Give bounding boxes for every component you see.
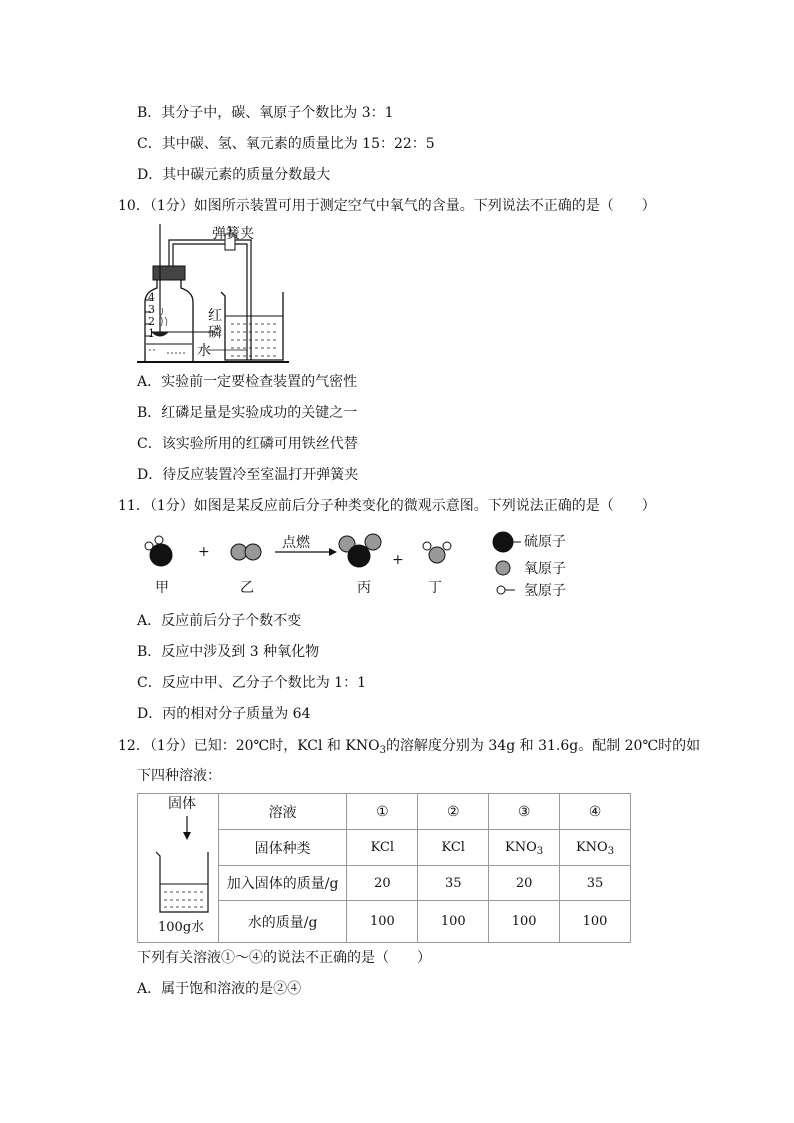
legend-hydrogen-label: 氢原子	[524, 583, 566, 599]
q9-option-d: D．其中碳元素的质量分数最大	[137, 167, 331, 183]
beaker-icon	[152, 814, 212, 914]
scale-mark-3: 3	[148, 303, 155, 316]
q10-option-c: C．该实验所用的红磷可用铁丝代替	[137, 436, 358, 452]
molecule-yi	[231, 544, 261, 560]
beaker-figure-cell	[138, 794, 219, 943]
water-label: 水	[197, 343, 211, 359]
q12-stem-line-1: 12．（1分）已知：20℃时，KCl 和 $KNO_3$的溶解度分别为 34g 和 31.6g。配制 20℃时的如	[118, 738, 701, 756]
kind-2: KCl	[418, 830, 489, 866]
row-header-water: 水的质量/g	[218, 901, 347, 943]
q12-stem-line-2: 下四种溶液：	[137, 768, 221, 784]
molecule-jia	[145, 536, 172, 566]
clip-label: 弹簧夹	[212, 226, 254, 242]
molecule-ding	[423, 542, 451, 563]
water-4: 100	[560, 901, 631, 943]
kind-3: $KNO_3$	[489, 830, 560, 866]
legend-hydrogen-icon	[497, 586, 505, 594]
phosphorus-label-1: 红	[208, 308, 222, 324]
solution-2: ②	[418, 794, 489, 830]
row-header-solution: 溶液	[218, 794, 347, 830]
label-jia: 甲	[155, 580, 169, 596]
mass-3: 20	[489, 866, 560, 901]
water-1: 100	[347, 901, 418, 943]
q10-option-d: D．待反应装置冷至室温打开弹簧夹	[137, 467, 359, 483]
row-header-kind: 固体种类	[218, 830, 347, 866]
bottle-stopper	[153, 266, 185, 280]
row-header-mass: 加入固体的质量/g	[218, 866, 347, 901]
scale-mark-4: 4	[148, 291, 155, 304]
q10-apparatus-figure	[137, 222, 297, 368]
q11-option-a: A．反应前后分子个数不变	[137, 613, 302, 629]
q11-option-b: B．反应中涉及到 3 种氧化物	[137, 644, 320, 660]
reaction-condition: 点燃	[282, 535, 310, 551]
solution-table	[137, 793, 631, 943]
q12-option-a: A．属于饱和溶液的是②④	[137, 981, 302, 997]
label-bing: 丙	[357, 580, 371, 596]
solid-label: 固体	[168, 796, 196, 812]
legend-oxygen-label: 氧原子	[524, 561, 566, 577]
q10-option-b: B．红磷足量是实验成功的关键之一	[137, 405, 358, 421]
mass-1: 20	[347, 866, 418, 901]
mass-2: 35	[418, 866, 489, 901]
molecule-bing	[339, 534, 381, 567]
plus-1: +	[198, 544, 210, 560]
label-ding: 丁	[428, 580, 442, 596]
q11-option-c: C．反应中甲、乙分子个数比为 1：1	[137, 675, 366, 691]
legend-sulfur-icon	[493, 532, 513, 552]
scale-mark-2: 2	[148, 315, 155, 328]
q9-option-c: C．其中碳、氢、氧元素的质量比为 15：22：5	[137, 136, 435, 152]
kind-1: KCl	[347, 830, 418, 866]
plus-2: +	[392, 552, 404, 568]
q10-option-a: A．实验前一定要检查装置的气密性	[137, 374, 358, 390]
connecting-tube	[169, 240, 251, 360]
scale-mark-1: 1	[148, 327, 155, 340]
label-yi: 乙	[240, 580, 254, 596]
kind-4: $KNO_3$	[560, 830, 631, 866]
solution-1: ①	[347, 794, 418, 830]
q11-stem: 11．（1分）如图是某反应前后分子种类变化的微观示意图。下列说法正确的是（ ）	[118, 498, 656, 514]
legend-sulfur-label: 硫原子	[524, 534, 566, 550]
q9-option-b: B．其分子中，碳、氧原子个数比为 3：1	[137, 105, 394, 121]
water-2: 100	[418, 901, 489, 943]
solution-3: ③	[489, 794, 560, 830]
phosphorus-label-2: 磷	[208, 325, 222, 341]
q12-question: 下列有关溶液①～④的说法不正确的是（ ）	[137, 950, 431, 966]
water-3: 100	[489, 901, 560, 943]
solution-4: ④	[560, 794, 631, 830]
q10-stem: 10．（1分）如图所示装置可用于测定空气中氧气的含量。下列说法不正确的是（ ）	[118, 198, 656, 214]
legend-oxygen-icon	[496, 561, 510, 575]
mass-4: 35	[560, 866, 631, 901]
water-amount-label: 100g水	[158, 920, 205, 935]
q11-option-d: D．丙的相对分子质量为 64	[137, 706, 311, 722]
